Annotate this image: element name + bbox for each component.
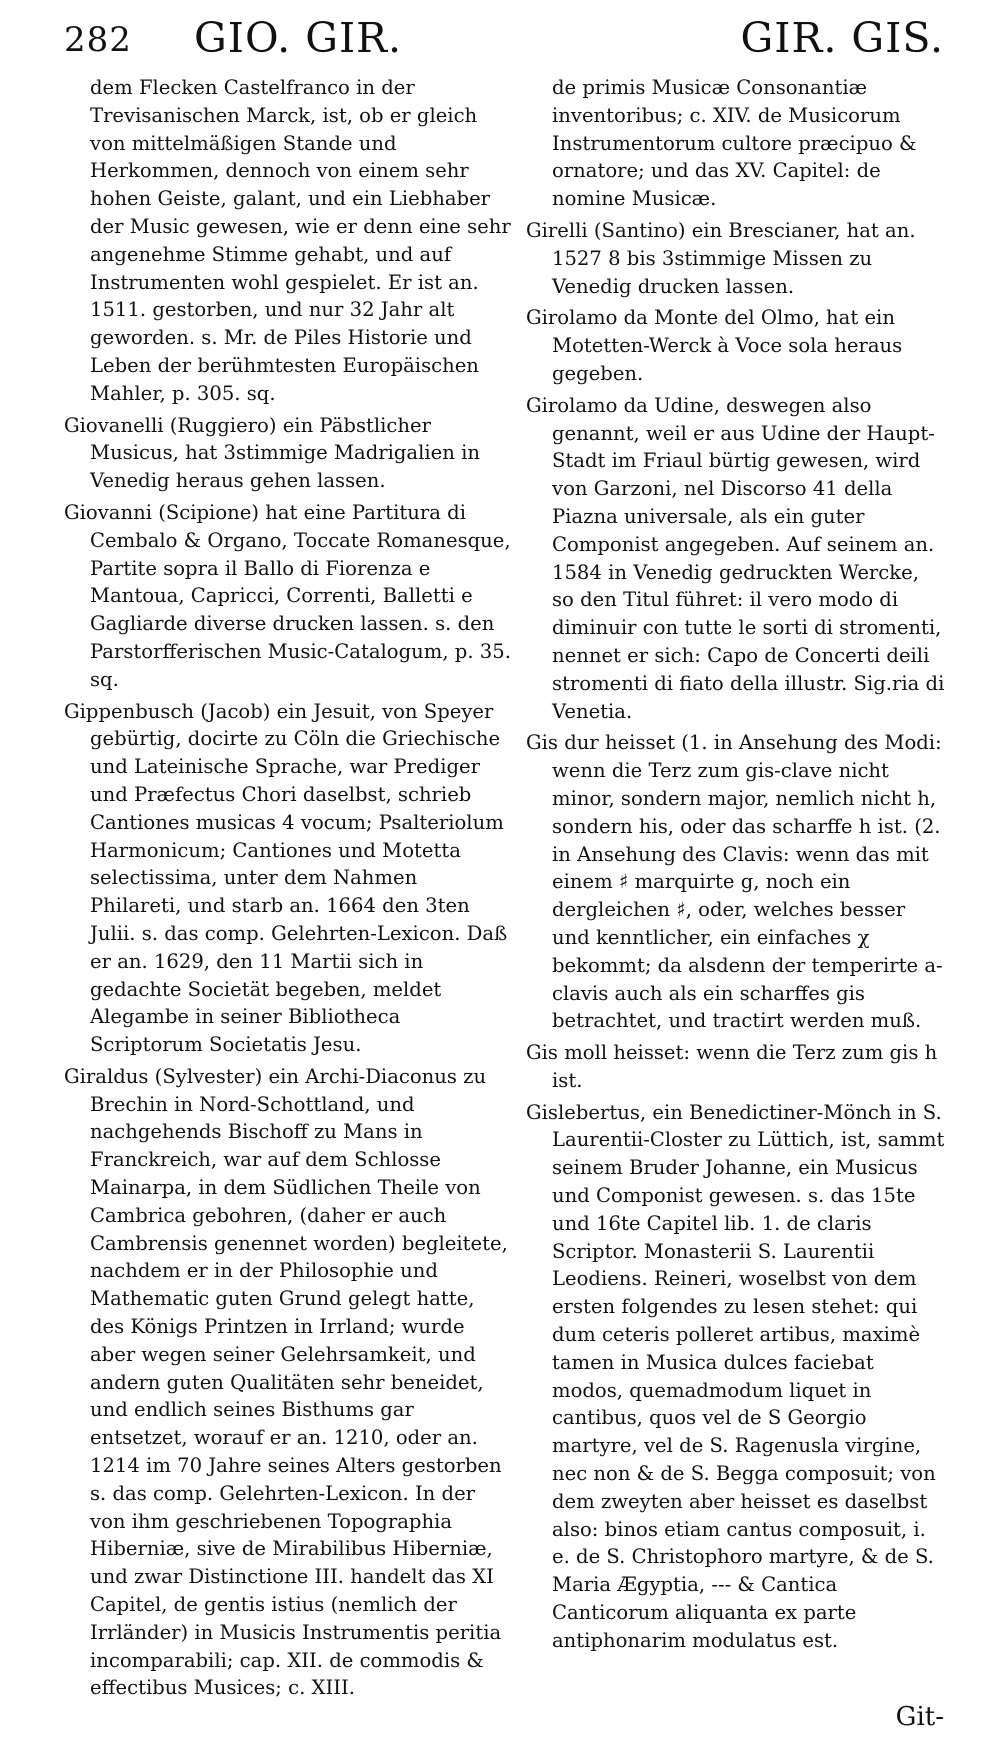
- entry-giovanni: Giovanni (Scipione) hat eine Partitura di Cembalo & Organo, Toccate Romanesque, Partite sopra il Ballo di Fiorenza e Mantoua, Capricci, Correnti, Balletti e Gagliarde diverse drucken lassen. s. den Parstorfferischen Music-Catalogum, p. 35. sq.: [64, 500, 511, 691]
- entry-gislebertus: Gislebertus, ein Benedictiner-Mönch in S. Laurentii-Closter zu Lüttich, ist, sammt seinem Bruder Johanne, ein Musicus und Componist gewesen. s. das 15te und 16te Capitel lib. 1. de claris Scriptor. Monasterii S. Laurentii Leodiens. Reineri, woselbst von dem ersten folgendes zu lesen stehet: qui dum ceteris polleret artibus, maximè tamen in Musica dulces faciebat modos, quemadmodum liquet in cantibus, quos vel de S Georgio martyre, vel de S. Ragenusla virgine, nec non & de S. Begga composuit; von dem zweyten aber heisset es daselbst also: binos etiam cantus composuit, i. e. de S. Christophoro martyre, & de S. Maria Ægyptia, --- & Cantica Canticorum aliquanta ex parte antiphonarim modulatus est.: [526, 1100, 945, 1652]
- entry-gis-moll: Gis moll heisset: wenn die Terz zum gis h ist.: [526, 1041, 938, 1092]
- left-column: [64, 74, 514, 1706]
- entry-giraldus: Giraldus (Sylvester) ein Archi-Diaconus zu Brechin in Nord-Schottland, und nachgehends Bischoff zu Mans in Franckreich, war auf dem Schlosse Mainarpa, in dem Südlichen Theile von Cambrica gebohren, (daher er auch Cambrensis genennet worden) begleitete, nachdem er in der Philosophie und Mathematic guten Grund gelegt hatte, des Königs Printzen in Irrland; wurde aber wegen seiner Gelehrsamkeit, und andern guten Qualitäten sehr beneidet, und endlich seines Bisthums gar entsetzet, worauf er an. 1210, oder an. 1214 im 70 Jahre seines Alters gestorben s. das comp. Gelehrten-Lexicon. In der von ihm geschriebenen Topographia Hiberniæ, sive de Mirabilibus Hiberniæ, und zwar Distinctione III. handelt das XI Capitel, de gentis istius (nemlich der Irrländer) in Musicis Instrumentis peritia incomparabili; cap. XII. de commodis & effectibus Musices; c. XIII.: [64, 1064, 508, 1700]
- catchword: Git-: [895, 1702, 944, 1732]
- page-number: 282: [64, 20, 132, 60]
- entry-girelli: Girelli (Santino) ein Brescianer, hat an. 1527 8 bis 3stimmige Missen zu Venedig drucken lassen.: [526, 218, 916, 298]
- header-left: GIO. GIR.: [194, 14, 403, 62]
- header-right: GIR. GIS.: [740, 14, 944, 62]
- running-header: [64, 14, 944, 74]
- entry-girolamo-udine: Girolamo da Udine, deswegen also genannt, weil er aus Udine der Haupt-Stadt im Friaul bürtig gewesen, wird von Garzoni, nel Discorso 41 della Piazna universale, als ein guter Componist angegeben. Auf seinem an. 1584 in Venedig gedruckten Wercke, so den Titul führet: il vero modo di diminuir con tutte le sorti di stromenti, nennet er sich: Capo de Concerti deili stromenti di fiato della illustr. Sig.ria di Venetia.: [526, 393, 945, 723]
- right-column: [526, 74, 946, 1659]
- entry-giraldus-continuation: de primis Musicæ Consonantiæ inventoribus; c. XIV. de Musicorum Instrumentorum cultore præcipuo & ornatore; und das XV. Capitel: de nomine Musicæ.: [552, 76, 917, 211]
- entry-continuation: dem Flecken Castelfranco in der Trevisanischen Marck, ist, ob er gleich von mittelmäßigen Stande und Herkommen, dennoch von einem sehr hohen Geiste, galant, und ein Liebhaber der Music gewesen, wie er denn eine sehr angenehme Stimme gehabt, und auf Instrumenten wohl gespielet. Er ist an. 1511. gestorben, und nur 32 Jahr alt geworden. s. Mr. de Piles Historie und Leben der berühmtesten Europäischen Mahler, p. 305. sq.: [90, 76, 511, 405]
- entry-girolamo-monte: Girolamo da Monte del Olmo, hat ein Motetten-Werck à Voce sola heraus gegeben.: [526, 306, 903, 385]
- entry-giovanelli: Giovanelli (Ruggiero) ein Päbstlicher Musicus, hat 3stimmige Madrigalien in Venedig heraus gehen lassen.: [64, 413, 480, 493]
- entry-gippenbusch: Gippenbusch (Jacob) ein Jesuit, von Speyer gebürtig, docirte zu Cöln die Griechische und Lateinische Sprache, war Prediger und Præfectus Chori daselbst, schrieb Cantiones musicas 4 vocum; Psalteriolum Harmonicum; Cantiones und Motetta selectissima, unter dem Nahmen Philareti, und starb an. 1664 den 3ten Julii. s. das comp. Gelehrten-Lexicon. Daß er an. 1629, den 11 Martii sich in gedachte Societät begeben, meldet Alegambe in seiner Bibliotheca Scriptorum Societatis Jesu.: [64, 699, 508, 1057]
- entry-gis-dur: Gis dur heisset (1. in Ansehung des Modi: wenn die Terz zum gis-clave nicht minor, sondern major, nemlich nicht h, sondern his, oder das scharffe h ist. (2. in Ansehung des Clavis: wenn das mit einem ♯ marquirte g, noch ein dergleichen ♯, oder, welches besser und kenntlicher, ein einfaches χ bekommt; da alsdenn der temperirte a-clavis auch als ein scharffes gis betrachtet, und tractirt werden muß.: [526, 731, 943, 1033]
